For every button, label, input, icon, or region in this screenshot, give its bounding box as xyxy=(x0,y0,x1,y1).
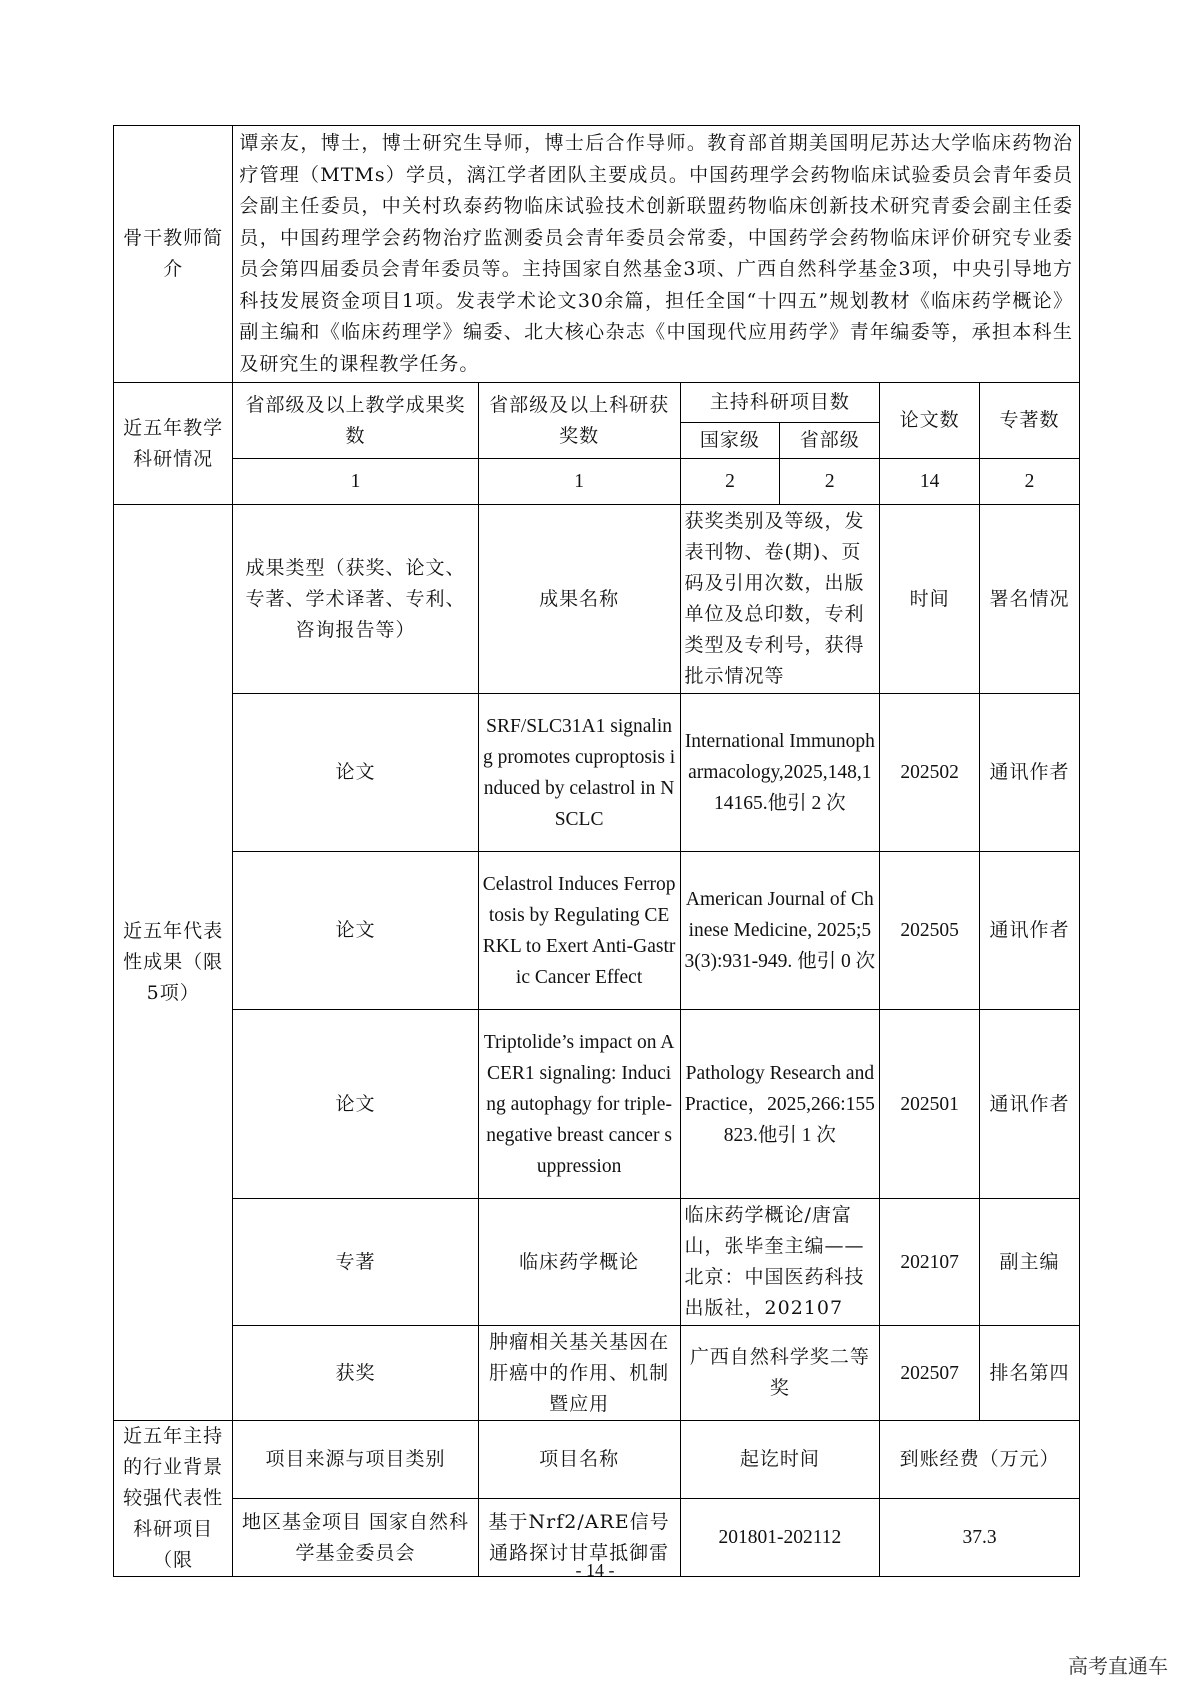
result-time: 202501 xyxy=(880,1010,980,1199)
result-detail: International Immunopharmacology,2025,148,114165.他引 2 次 xyxy=(680,694,880,852)
result-name: 临床药学概论 xyxy=(478,1199,680,1326)
result-detail: Pathology Research and Practice，2025,266:155823.他引 1 次 xyxy=(680,1010,880,1199)
project-source-header: 项目来源与项目类别 xyxy=(233,1421,478,1499)
page-number: - 14 - xyxy=(575,1560,615,1580)
result-time: 202505 xyxy=(880,852,980,1010)
projects-label: 近五年主持的行业背景较强代表性科研项目（限 xyxy=(114,1421,233,1577)
result-type: 论文 xyxy=(233,852,478,1010)
project-name: 基于Nrf2/ARE信号通路探讨甘草抵御雷 xyxy=(478,1499,680,1577)
result-time: 202502 xyxy=(880,694,980,852)
bio-text: 谭亲友，博士，博士研究生导师，博士后合作导师。教育部首期美国明尼苏达大学临床药物治疗管理（MTMs）学员，漓江学者团队主要成员。中国药理学会药物临床试验委员会青年委员会副主任委员，中关村玖泰药物临床试验技术创新联盟药物临床创新技术研究青委会副主任委员，中国药理学会药物治疗监测委员会青年委员会常委，中国药学会药物临床评价研究专业委员会第四届委员会青年委员等。主持国家自然基金3项、广西自然科学基金3项，中央引导地方科技发展资金项目1项。发表学术论文30余篇，担任全国“十四五”规划教材《临床药学概论》副主编和《临床药理学》编委、北大核心杂志《中国现代应用药学》青年编委等，承担本科生及研究生的课程教学任务。 xyxy=(233,126,1080,383)
result-detail: 临床药学概论/唐富山，张毕奎主编——北京：中国医药科技出版社，202107 xyxy=(680,1199,880,1326)
research-awards-header: 省部级及以上科研获奖数 xyxy=(478,383,680,459)
results-authorship-header: 署名情况 xyxy=(980,505,1080,694)
stats-header-row xyxy=(114,383,1080,423)
result-detail: American Journal of Chinese Medicine, 2025;53(3):931-949. 他引 0 次 xyxy=(680,852,880,1010)
projects-header-row xyxy=(114,1421,1080,1499)
teacher-info-table xyxy=(113,125,1080,1577)
result-time: 202507 xyxy=(880,1326,980,1421)
result-name: Celastrol Induces Ferroptosis by Regulating CERKL to Exert Anti-Gastric Cancer Effect xyxy=(478,852,680,1010)
result-authorship: 副主编 xyxy=(980,1199,1080,1326)
project-period: 201801-202112 xyxy=(680,1499,880,1577)
result-row xyxy=(114,1010,1080,1199)
stats-values-row xyxy=(114,459,1080,505)
project-funding: 37.3 xyxy=(880,1499,1080,1577)
result-authorship: 排名第四 xyxy=(980,1326,1080,1421)
result-row xyxy=(114,694,1080,852)
project-funding-header: 到账经费（万元） xyxy=(880,1421,1080,1499)
result-authorship: 通讯作者 xyxy=(980,852,1080,1010)
monographs-value: 2 xyxy=(980,459,1080,505)
project-period-header: 起讫时间 xyxy=(680,1421,880,1499)
national-header: 国家级 xyxy=(680,423,780,459)
bio-label: 骨干教师简介 xyxy=(114,126,233,383)
results-name-header: 成果名称 xyxy=(478,505,680,694)
results-detail-header: 获奖类别及等级，发表刊物、卷(期)、页码及引用次数，出版单位及总印数，专利类型及专利号，获得批示情况等 xyxy=(680,505,880,694)
stats-label: 近五年教学科研情况 xyxy=(114,383,233,505)
results-header-row xyxy=(114,505,1080,694)
result-authorship: 通讯作者 xyxy=(980,1010,1080,1199)
result-detail: 广西自然科学奖二等奖 xyxy=(680,1326,880,1421)
papers-value: 14 xyxy=(880,459,980,505)
provincial-header: 省部级 xyxy=(780,423,880,459)
projects-header: 主持科研项目数 xyxy=(680,383,880,423)
result-type: 专著 xyxy=(233,1199,478,1326)
result-type: 论文 xyxy=(233,694,478,852)
research-awards-value: 1 xyxy=(478,459,680,505)
bio-row xyxy=(114,126,1080,383)
project-source: 地区基金项目 国家自然科学基金委员会 xyxy=(233,1499,478,1577)
teaching-awards-value: 1 xyxy=(233,459,478,505)
result-type: 获奖 xyxy=(233,1326,478,1421)
papers-header: 论文数 xyxy=(880,383,980,459)
teaching-awards-header: 省部级及以上教学成果奖数 xyxy=(233,383,478,459)
result-row xyxy=(114,1199,1080,1326)
result-time: 202107 xyxy=(880,1199,980,1326)
results-time-header: 时间 xyxy=(880,505,980,694)
results-type-header: 成果类型（获奖、论文、专著、学术译著、专利、咨询报告等） xyxy=(233,505,478,694)
result-name: Triptolide’s impact on ACER1 signaling: Inducing autophagy for triple-negative breast cancer suppression xyxy=(478,1010,680,1199)
result-name: SRF/SLC31A1 signaling promotes cuproptosis induced by celastrol in NSCLC xyxy=(478,694,680,852)
result-name: 肿瘤相关基关基因在肝癌中的作用、机制暨应用 xyxy=(478,1326,680,1421)
result-row xyxy=(114,852,1080,1010)
result-row xyxy=(114,1326,1080,1421)
result-type: 论文 xyxy=(233,1010,478,1199)
results-label: 近五年代表性成果（限5项） xyxy=(114,505,233,1421)
provincial-value: 2 xyxy=(780,459,880,505)
project-name-header: 项目名称 xyxy=(478,1421,680,1499)
result-authorship: 通讯作者 xyxy=(980,694,1080,852)
monographs-header: 专著数 xyxy=(980,383,1080,459)
national-value: 2 xyxy=(680,459,780,505)
watermark-text: 高考直通车 xyxy=(1068,1654,1168,1678)
